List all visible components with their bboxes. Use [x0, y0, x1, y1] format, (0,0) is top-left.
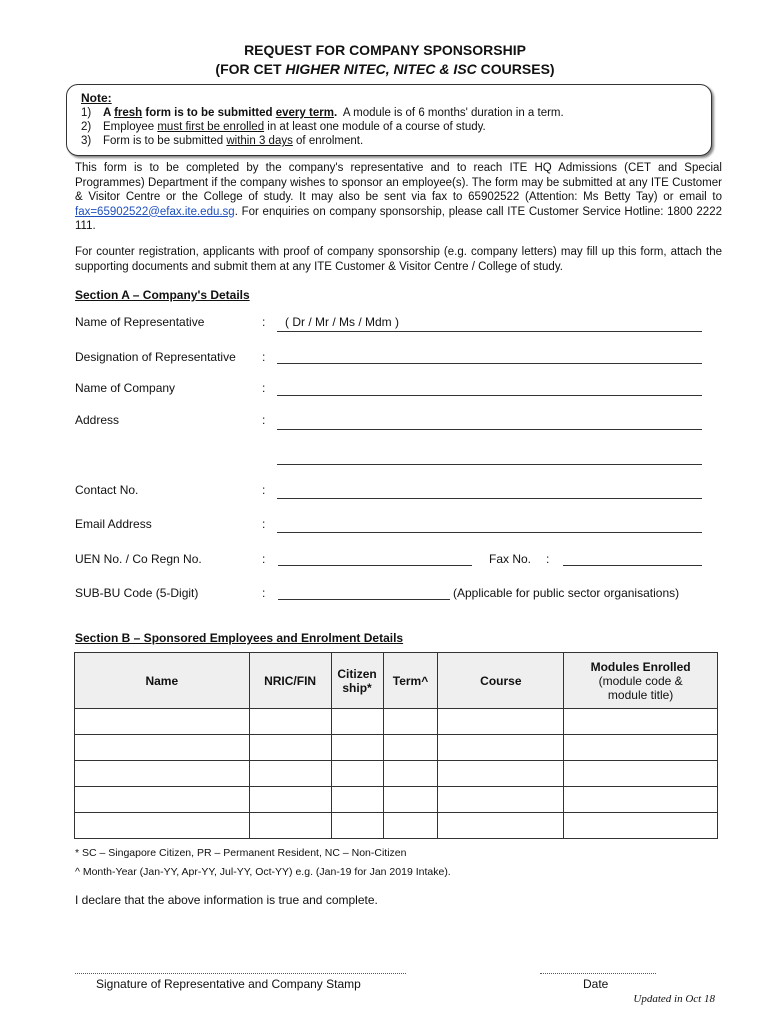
table-row — [75, 709, 718, 735]
table-header-row — [75, 653, 718, 709]
section-b-title: Section B – Sponsored Employees and Enrolment Details — [75, 631, 404, 645]
contact-field[interactable] — [277, 498, 702, 499]
uen-field[interactable] — [278, 565, 472, 566]
uen-label: UEN No. / Co Regn No. — [75, 552, 202, 566]
table-row — [75, 813, 718, 839]
address-label: Address — [75, 413, 120, 427]
designation-label: Designation of Representative — [75, 350, 236, 364]
rep-name-field[interactable] — [277, 331, 702, 332]
form-title: REQUEST FOR COMPANY SPONSORSHIP — [244, 42, 526, 58]
table-row — [75, 761, 718, 787]
table-row — [75, 787, 718, 813]
date-line[interactable] — [540, 973, 656, 974]
note-item-2: 2) Employee must first be enrolled in at least one module of a course of study. — [81, 121, 486, 133]
term-footnote: ^ Month-Year (Jan-YY, Apr-YY, Jul-YY, Oct-YY) e.g. (Jan-19 for Jan 2019 Intake). — [75, 866, 451, 878]
fax-field[interactable] — [563, 565, 702, 566]
counter-registration-paragraph: For counter registration, applicants with proof of company sponsorship (e.g. company letters) may fill up this form, attach the supporting documents and submit them at any ITE Customer & Visitor Centre / College of study. — [75, 246, 722, 273]
signature-line[interactable] — [75, 973, 406, 974]
note-title: Note: — [81, 91, 112, 105]
table-row — [75, 735, 718, 761]
col-nric: NRIC/FIN — [249, 653, 331, 709]
updated-note: Updated in Oct 18 — [633, 993, 715, 1005]
contact-label: Contact No. — [75, 483, 139, 497]
col-citizenship: Citizen ship* — [331, 653, 383, 709]
section-a-title: Section A – Company's Details — [75, 288, 250, 302]
note-item-1: 1) A fresh form is to be submitted every term. A module is of 6 months' duration in a term. — [81, 107, 564, 119]
intro-paragraph: This form is to be completed by the company's representative and to reach ITE HQ Admissions (CET and Special Programmes) Department if the company wishes to sponsor an employee(s). The form may be submitted at any ITE Customer & Visitor Centre or the College of study. It may also be sent via fax to 65902522 (Attention: Ms Betty Tay) or email to fax=65902522@efax.ite.edu.sg. For enquiries on company sponsorship, please call ITE Customer Service Hotline: 1800 2222 111. — [75, 162, 722, 232]
company-name-field[interactable] — [277, 395, 702, 396]
fax-email-link[interactable]: fax=65902522@efax.ite.edu.sg — [75, 205, 235, 218]
subbu-label: SUB-BU Code (5-Digit) — [75, 586, 199, 600]
rep-name-label: Name of Representative — [75, 315, 205, 329]
company-name-label: Name of Company — [75, 381, 176, 395]
rep-name-salutation: ( Dr / Mr / Ms / Mdm ) — [285, 315, 399, 329]
employees-table — [74, 652, 718, 839]
email-label: Email Address — [75, 517, 152, 531]
declaration-text: I declare that the above information is true and complete. — [75, 893, 378, 907]
address-field-line-2[interactable] — [277, 464, 702, 465]
date-label: Date — [583, 977, 609, 991]
subbu-field[interactable] — [278, 599, 450, 600]
address-field-line-1[interactable] — [277, 429, 702, 430]
signature-label: Signature of Representative and Company Stamp — [96, 977, 361, 991]
col-course: Course — [438, 653, 564, 709]
note-item-3: 3) Form is to be submitted within 3 days of enrolment. — [81, 135, 364, 147]
subbu-note: (Applicable for public sector organisations) — [453, 586, 680, 600]
form-subtitle: (FOR CET HIGHER NITEC, NITEC & ISC COURSES) — [215, 61, 555, 77]
designation-field[interactable] — [277, 363, 702, 364]
citizenship-footnote: * SC – Singapore Citizen, PR – Permanent Resident, NC – Non-Citizen — [75, 847, 407, 859]
fax-label: Fax No. — [489, 552, 532, 566]
col-name: Name — [75, 653, 250, 709]
email-field[interactable] — [277, 532, 702, 533]
col-modules: Modules Enrolled (module code & module title) — [564, 653, 718, 709]
col-term: Term^ — [383, 653, 438, 709]
